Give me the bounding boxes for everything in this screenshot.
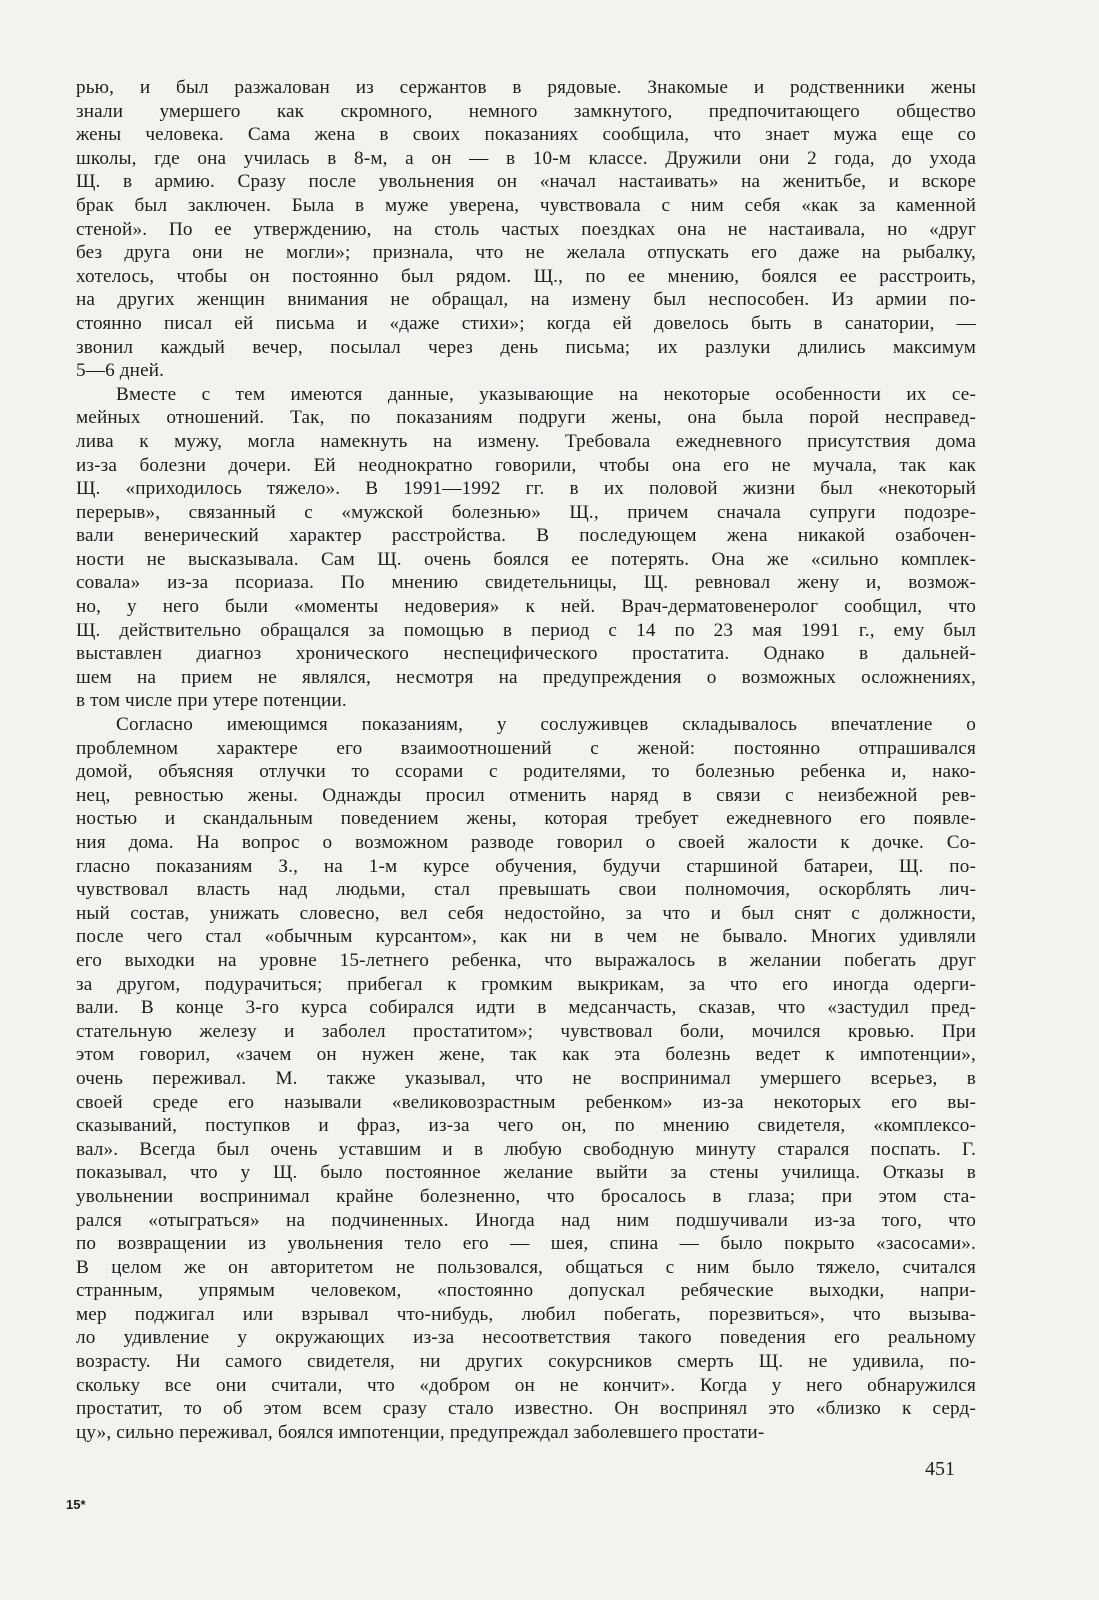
- text-line: простатит, то об этом всем сразу стало известно. Он воспринял это «близко к серд-: [76, 1398, 976, 1420]
- text-line: домой, объясняя отлучки то ссорами с родителями, то болезнью ребенка и, нако-: [76, 761, 976, 783]
- paragraph: [76, 76, 976, 383]
- paragraph: [76, 713, 976, 1444]
- text-line: из-за болезни дочери. Ей неоднократно говорили, чтобы она его не мучала, так как: [76, 454, 976, 476]
- text-line: за другом, подурачиться; прибегал к громким выкрикам, за что его иногда одерги-: [76, 973, 976, 995]
- text-line: стеной». По ее утверждению, на столь частых поездках она не настаивала, но «друг: [76, 218, 976, 240]
- text-line: вали венерический характер расстройства. В последующем жена никакой озабочен-: [76, 525, 976, 547]
- text-line: стательную железу и заболел простатитом»; чувствовал боли, мочился кровью. При: [76, 1020, 976, 1042]
- text-line: очень переживал. М. также указывал, что не воспринимал умершего всерьез, в: [76, 1067, 976, 1089]
- text-line: совала» из-за псориаза. По мнению свидетельницы, Щ. ревновал жену и, возмож-: [76, 572, 976, 594]
- text-line: 5—6 дней.: [76, 360, 165, 382]
- text-line: своей среде его называли «великовозрастным ребенком» из-за некоторых его вы-: [76, 1091, 976, 1113]
- text-line: стоянно писал ей письма и «даже стихи»; когда ей довелось быть в санатории, —: [76, 312, 976, 334]
- text-line: после чего стал «обычным курсантом», как ни в чем не бывало. Многих удивляли: [76, 926, 976, 948]
- page-number: 451: [925, 1458, 955, 1480]
- text-line: рался «отыграться» на подчиненных. Иногда над ним подшучивали из-за того, что: [76, 1209, 976, 1231]
- text-line: цу», сильно переживал, боялся импотенции, предупреждал заболевшего простати-: [76, 1421, 765, 1443]
- text-line: проблемном характере его взаимоотношений с женой: постоянно отпрашивался: [76, 737, 976, 759]
- paragraph: [76, 383, 976, 713]
- text-line: нец, ревностью жены. Однажды просил отменить наряд в связи с неизбежной рев-: [76, 784, 976, 806]
- text-line: хотелось, чтобы он постоянно был рядом. Щ., по ее мнению, боялся ее расстроить,: [76, 265, 976, 287]
- text-line: сказываний, поступков и фраз, из-за чего он, по мнению свидетеля, «комплексо-: [76, 1115, 976, 1137]
- text-line: в том числе при утере потенции.: [76, 690, 347, 712]
- text-line: вал». Всегда был очень уставшим и в любую свободную минуту старался поспать. Г.: [76, 1138, 976, 1160]
- text-line: ностью и скандальным поведением жены, которая требует ежедневного его появле-: [76, 808, 976, 830]
- text-line: по возвращении из увольнения тело его — шея, спина — было покрыто «засосами».: [76, 1233, 976, 1255]
- text-line: выставлен диагноз хронического неспецифического простатита. Однако в дальней-: [76, 643, 976, 665]
- body-text: [76, 76, 976, 1444]
- text-line: на других женщин внимания не обращал, на измену был неспособен. Из армии по-: [76, 289, 976, 311]
- text-line: Щ. «приходилось тяжело». В 1991—1992 гг. в их половой жизни был «некоторый: [76, 478, 976, 500]
- text-line: без друга они не могли»; признала, что не желала отпускать его даже на рыбалку,: [76, 242, 976, 264]
- text-line: Вместе с тем имеются данные, указывающие на некоторые особенности их се-: [116, 383, 976, 405]
- text-line: знали умершего как скромного, немного замкнутого, предпочитающего общество: [76, 100, 976, 122]
- text-line: рью, и был разжалован из сержантов в рядовые. Знакомые и родственники жены: [76, 77, 976, 98]
- text-line: ности не высказывала. Сам Щ. очень боялся ее потерять. Она же «сильно комплек-: [76, 548, 976, 570]
- text-line: Щ. действительно обращался за помощью в период с 14 по 23 мая 1991 г., ему был: [76, 619, 976, 641]
- text-line: но, у него были «моменты недоверия» к ней. Врач-дерматовенеролог сообщил, что: [76, 596, 976, 618]
- text-line: его выходки на уровне 15-летнего ребенка, что выражалось в желании побегать друг: [76, 949, 976, 971]
- text-line: мейных отношений. Так, по показаниям подруги жены, она была порой несправед-: [76, 407, 976, 429]
- text-line: перерыв», связанный с «мужской болезнью» Щ., причем сначала супруги подозре-: [76, 501, 976, 523]
- text-line: школы, где она училась в 8-м, а он — в 10-м классе. Дружили они 2 года, до ухода: [76, 147, 976, 169]
- text-line: скольку все они считали, что «добром он не кончит». Когда у него обнаружился: [76, 1374, 976, 1396]
- text-line: шем на прием не являлся, несмотря на предупреждения о возможных осложнениях,: [76, 666, 976, 688]
- text-line: В целом же он авторитетом не пользовался, общаться с ним было тяжело, считался: [76, 1256, 976, 1278]
- text-line: звонил каждый вечер, посылал через день письма; их разлуки длились максимум: [76, 336, 976, 358]
- text-line: Щ. в армию. Сразу после увольнения он «начал настаивать» на женитьбе, и вскоре: [76, 171, 976, 193]
- text-line: брак был заключен. Была в муже уверена, чувствовала с ним себя «как за каменной: [76, 194, 976, 216]
- text-line: странным, упрямым человеком, «постоянно допускал ребяческие выходки, напри-: [76, 1280, 976, 1302]
- text-line: ный состав, унижать словесно, вел себя недостойно, за что и был снят с должности,: [76, 902, 976, 924]
- text-line: чувствовал власть над людьми, стал превышать свои полномочия, оскорблять лич-: [76, 879, 976, 901]
- text-line: показывал, что у Щ. было постоянное желание выйти за стены училища. Отказы в: [76, 1162, 976, 1184]
- text-line: вали. В конце 3-го курса собирался идти в медсанчасть, сказав, что «застудил пред-: [76, 997, 976, 1019]
- text-line: ло удивление у окружающих из-за несоответствия такого поведения его реальному: [76, 1327, 976, 1349]
- text-line: Согласно имеющимся показаниям, у сослуживцев складывалось впечатление о: [116, 714, 976, 736]
- text-line: мер поджигал или взрывал что-нибудь, любил побегать, порезвиться», что вызыва-: [76, 1303, 976, 1325]
- text-line: этом говорил, «зачем он нужен жене, так как эта болезнь ведет к импотенции»,: [76, 1044, 976, 1066]
- text-line: лива к мужу, могла намекнуть на измену. Требовала ежедневного присутствия дома: [76, 430, 976, 452]
- text-line: гласно показаниям З., на 1-м курсе обучения, будучи старшиной батареи, Щ. по-: [76, 855, 976, 877]
- text-line: жены человека. Сама жена в своих показаниях сообщила, что знает мужа еще со: [76, 124, 976, 146]
- text-line: ния дома. На вопрос о возможном разводе говорил о своей жалости к дочке. Со-: [76, 832, 976, 853]
- text-line: возрасту. Ни самого свидетеля, ни других сокурсников смерть Щ. не удивила, по-: [76, 1351, 976, 1373]
- text-line: увольнении воспринимал крайне болезненно, что бросалось в глаза; при этом ста-: [76, 1185, 976, 1207]
- signature-mark: 15*: [66, 1497, 86, 1512]
